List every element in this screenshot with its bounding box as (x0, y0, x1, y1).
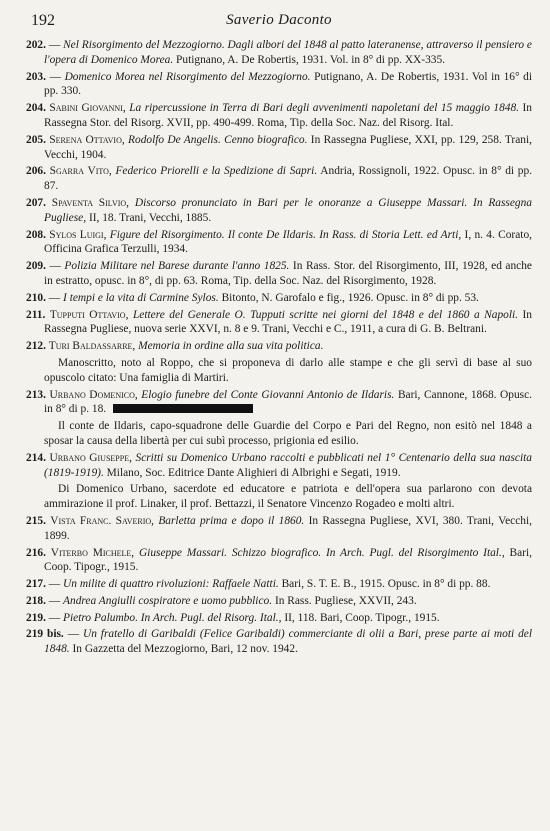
entry-number: 205. (26, 133, 46, 146)
entry-author: — (48, 291, 61, 304)
entry-number: 217. (26, 578, 46, 591)
bibliography-entry (26, 451, 532, 481)
entry-publication: Putignano, A. De Robertis, 1931. Vol in 16° di pp. 330. (44, 70, 532, 98)
entry-publication: II, 118. Bari, Coop. Tipogr., 1915. (284, 611, 440, 624)
entry-author: Sgarra Vito, (49, 165, 112, 178)
entry-title: Elogio funebre del Conte Giovanni Antonio de Ildaris. (141, 388, 395, 401)
entry-author: Spaventa Silvio, (51, 196, 130, 209)
entry-number: 209. (26, 260, 46, 273)
entry-note: Manoscritto, noto al Roppo, che si proponeva di darlo alle stampe e che gli servì di base al suo opuscolo citato: Una famiglia di Martiri. (44, 356, 532, 384)
bibliography-entry (26, 38, 532, 68)
entry-title: I tempi e la vita di Carmine Sylos. (63, 291, 219, 304)
entry-title: Un milite di quattro rivoluzioni: Raffaele Natti. (63, 578, 279, 591)
entry-author: Vista Franc. Saverio, (50, 514, 155, 527)
bibliography-entry (26, 291, 532, 306)
bibliography-entry (26, 611, 532, 626)
entry-number: 218. (26, 594, 46, 607)
bibliography-entry (26, 627, 532, 657)
bibliography-entry (26, 594, 532, 609)
entry-author: Serena Ottavio, (49, 133, 125, 146)
entry-publication: In Rassegna Pugliese, nuova serie XXVI, n. 8 e 9. Trani, Vecchi e C., 1911, a cura di G. B. Beltrani. (44, 308, 533, 336)
entry-publication: In Rassegna Stor. del Risorg. XVII, pp. 490-499. Roma, Tip. della Soc. Naz. del Risorg. Ital. (44, 102, 532, 129)
entry-publication: II, 18. Trani, Vecchi, 1885. (88, 211, 212, 224)
entry-author: Tupputi Ottavio, (49, 308, 129, 321)
entry-number: 214. (26, 451, 46, 464)
entry-number: 208. (26, 228, 46, 241)
bibliography-entry (26, 70, 532, 100)
page-header (26, 10, 532, 36)
bibliography-entry (26, 101, 532, 131)
entry-publication: Bari, S. T. E. B., 1915. Opusc. in 8° di pp. 88. (281, 578, 491, 591)
entry-title: Un fratello di Garibaldi (Felice Garibaldi) commerciante di olii a Bari, prese parte ai moti del 1848. (44, 628, 532, 656)
entry-author: — (48, 611, 61, 624)
entry-title: Discorso pronunciato in Bari per le onoranze a Giuseppe Massari. In Rassegna Pugliese, (44, 196, 532, 224)
entry-publication: In Rass. Pugliese, XXVII, 243. (274, 594, 417, 607)
entry-title: Figure del Risorgimento. Il conte De Ildaris. In Rass. di Storia Lett. ed Arti, (109, 228, 462, 241)
entry-title: Pietro Palumbo. In Arch. Pugl. del Risorg. Ital., (63, 611, 282, 624)
entry-publication: Bitonto, N. Garofalo e fig., 1926. Opusc. in 8° di pp. 53. (221, 291, 479, 304)
entry-author: — (67, 628, 80, 641)
entry-note: Il conte de Ildaris, capo-squadrone delle Guardie del Corpo e Pari del Regno, non esitò nel 1848 a sposar la causa della libertà per cui subì processo, prigionia ed esilio. (44, 420, 532, 447)
entry-title: Lettere del Generale O. Tupputi scritte nei giorni del 1848 e del 1860 a Napoli. (132, 308, 519, 321)
redaction-bar (113, 404, 253, 413)
bibliography-entry (26, 514, 532, 544)
entry-title: Barletta prima e dopo il 1860. (158, 514, 305, 527)
entry-title: Memoria in ordine alla sua vita politica. (138, 340, 324, 353)
entry-publication: Andria, Rossignoli, 1922. Opusc. in 8° di pp. 87. (44, 165, 533, 193)
bibliography-entry (26, 196, 532, 226)
entry-note: Di Domenico Urbano, sacerdote ed educatore e patriota e dell'opera sua parlarono con devota ammirazione il prof. Linaker, il prof. Bettazzi, il Senatore Vincenzo Rogadeo e molti altri. (44, 483, 532, 511)
entry-number: 210. (26, 291, 46, 304)
bibliography-entry (26, 164, 532, 194)
entry-publication: Milano, Soc. Editrice Dante Alighieri di Albrighi e Segati, 1919. (106, 466, 401, 479)
entry-publication: In Rassegna Pugliese, XXI, pp. 129, 258. Trani, Vecchi, 1904. (44, 133, 532, 161)
entry-number: 204. (26, 102, 46, 115)
entry-title: Giuseppe Massari. Schizzo biografico. In Arch. Pugl. del Risorgimento Ital., (138, 546, 505, 559)
entry-title: Rodolfo De Angelis. Cenno biografico. (128, 133, 308, 146)
bibliography-entry (26, 577, 532, 592)
entry-number: 203. (26, 70, 46, 83)
entry-title: Scritti su Domenico Urbano raccolti e pubblicati nel 1° Centenario della sua nascita (1819-1919). (44, 451, 532, 479)
entry-title: La ripercussione in Terra di Bari degli avvenimenti napoletani del 15 maggio 1848. (129, 102, 520, 115)
entry-author: — (48, 578, 61, 591)
entry-number: 207. (26, 196, 46, 209)
entry-author: Urbano Giuseppe, (49, 451, 132, 464)
bibliography-entry (26, 133, 532, 163)
entry-title: Polizia Militare nel Barese durante l'anno 1825. (64, 260, 290, 273)
entry-publication: In Rassegna Pugliese, XVI, 380. Trani, Vecchi, 1899. (44, 514, 532, 542)
entry-title: Domenico Morea nel Risorgimento del Mezzogiorno. (64, 70, 311, 83)
bibliography-entry (26, 388, 532, 418)
bibliography-entry (26, 228, 532, 258)
entry-author: Sabini Giovanni, (49, 102, 126, 115)
entry-publication: In Rass. Stor. del Risorgimento, III, 1928, ed anche in estratto, opusc. in 8°, di pp. 63. Roma, Tip. della Soc. Naz. del Risorgimento, 1928. (44, 260, 532, 287)
entry-number: 211. (26, 308, 46, 321)
entry-number: 212. (26, 340, 46, 353)
entry-number: 219. (26, 611, 46, 624)
bibliography-entry (26, 259, 532, 289)
entry-author: Sylos Luigi, (49, 228, 107, 241)
entry-number: 216. (26, 546, 46, 559)
entry-number: 206. (26, 165, 46, 178)
page-number: 192 (31, 12, 55, 29)
entry-title: Federico Priorelli e la Spedizione di Sapri. (115, 165, 318, 178)
entry-number: 215. (26, 514, 46, 527)
entry-number: 219 bis. (26, 628, 64, 641)
entry-publication: In Gazzetta del Mezzogiorno, Bari, 12 nov. 1942. (72, 643, 298, 656)
entry-author: — (49, 70, 61, 83)
running-head: Saverio Daconto (226, 12, 332, 28)
entry-author: Viterbo Michele, (50, 546, 135, 559)
entry-author: Turi Baldassarre, (48, 340, 136, 353)
entry-publication: I, n. 4. Corato, Officina Grafica Terzulli, 1934. (44, 228, 532, 256)
bibliography-entry (26, 546, 532, 576)
entry-publication: Putignano, A. De Robertis, 1931. Vol. in 8° di pp. XX-335. (176, 53, 446, 66)
entry-number: 213. (26, 388, 46, 401)
entry-number: 202. (26, 39, 46, 51)
entry-publication: Bari, Coop. Tipogr., 1915. (44, 546, 532, 574)
bibliography-entry (26, 339, 532, 354)
bibliography-entry (26, 308, 532, 338)
entry-publication: Bari, Cannone, 1868. Opusc. in 8° di p. 18. (44, 388, 533, 416)
entry-author: — (49, 260, 61, 273)
entry-title: Nel Risorgimento del Mezzogiorno. Dagli albori del 1848 al patto lateranense, attraverso il pensiero e l'opera di Domenico Morea. (44, 39, 532, 66)
entry-author: — (48, 594, 61, 607)
bibliography-list (26, 38, 532, 657)
entry-author: Urbano Domenico, (49, 388, 138, 401)
entry-title: Andrea Angiulli cospiratore e uomo pubblico. (63, 594, 273, 607)
entry-author: — (48, 39, 61, 51)
